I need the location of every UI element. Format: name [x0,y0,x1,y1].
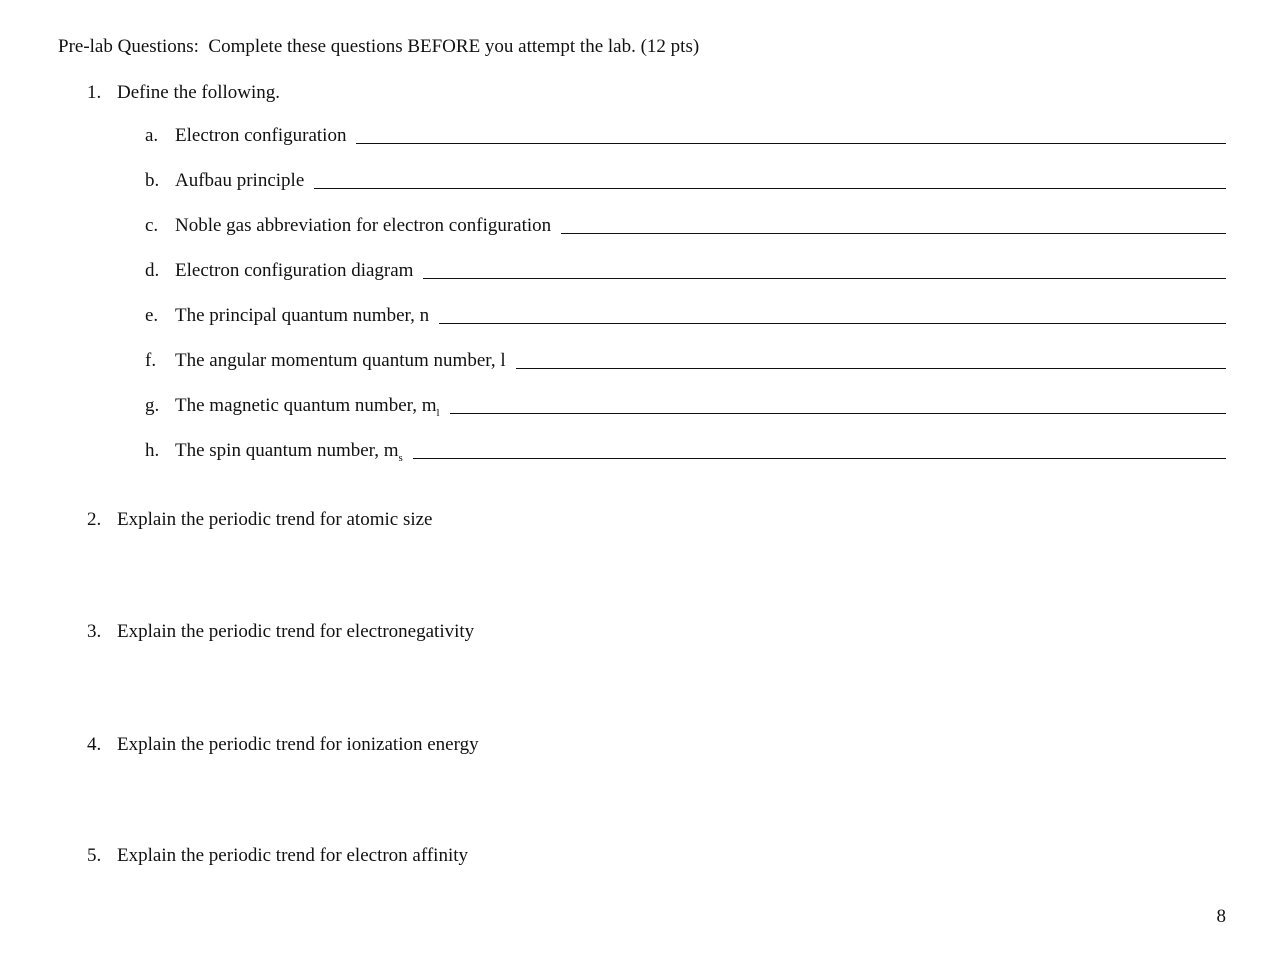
answer-line [439,322,1226,324]
definition-letter: g. [145,395,160,416]
definition-term-subscript: s [398,451,403,464]
definition-term: Electron configuration diagram [175,260,414,281]
question-1 [87,82,280,104]
question-1-number: 1. [87,82,102,103]
definition-letter: b. [145,170,160,191]
definition-item-b [145,170,1226,215]
definition-term [175,440,403,464]
question-3-number: 3. [87,621,102,642]
definition-term-text: The spin quantum number, m [175,440,399,461]
definition-letter: f. [145,350,157,371]
answer-line [423,277,1226,279]
question-2 [87,509,433,531]
question-5 [87,845,468,867]
question-3 [87,621,474,643]
question-5-text: Explain the periodic trend for electron affinity [117,845,469,866]
definition-letter: c. [145,215,159,236]
answer-line [561,232,1226,234]
definition-item-g [145,395,1226,440]
definition-term: The angular momentum quantum number, l [175,350,506,371]
definition-term [175,395,440,419]
answer-line [356,142,1226,144]
definition-item-e [145,305,1226,350]
question-2-number: 2. [87,509,102,530]
definition-item-h [145,440,1226,485]
definition-item-c [145,215,1226,260]
question-2-text: Explain the periodic trend for atomic size [117,509,433,530]
definition-term-text: The magnetic quantum number, m [175,395,437,416]
definition-item-a [145,125,1226,170]
definition-letter: e. [145,305,159,326]
answer-line [516,367,1226,369]
definition-term: Aufbau principle [175,170,305,191]
answer-line [450,412,1226,414]
definition-item-d [145,260,1226,305]
definition-letter: a. [145,125,159,146]
definition-term-subscript: l [436,406,440,419]
definition-item-f [145,350,1226,395]
question-1-text: Define the following. [117,82,281,103]
question-4-number: 4. [87,734,102,755]
page-number: 8 [1216,906,1226,927]
definition-term: The principal quantum number, n [175,305,430,326]
definition-letter: d. [145,260,160,281]
question-3-text: Explain the periodic trend for electronegativity [117,621,475,642]
definition-term: Electron configuration [175,125,347,146]
question-4 [87,734,479,756]
definition-letter: h. [145,440,160,461]
definition-term: Noble gas abbreviation for electron configuration [175,215,552,236]
question-5-number: 5. [87,845,102,866]
answer-line [314,187,1226,189]
question-4-text: Explain the periodic trend for ionization energy [117,734,479,755]
answer-line [413,457,1226,459]
page-heading: Pre-lab Questions: Complete these questions BEFORE you attempt the lab. (12 pts) [58,36,700,57]
definition-list [145,125,1226,485]
